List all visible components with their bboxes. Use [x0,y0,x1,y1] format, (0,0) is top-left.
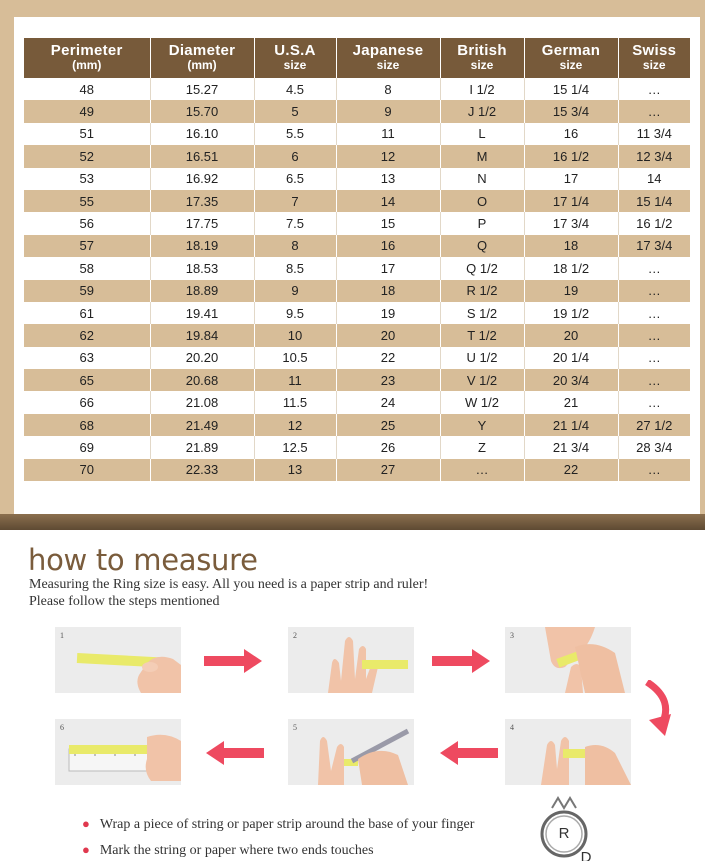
arrow-left-icon [204,741,264,765]
table-cell: 20 3/4 [524,369,618,391]
table-row [24,78,690,100]
table-cell: 7.5 [254,212,336,234]
table-cell: 11 3/4 [618,123,690,145]
table-cell: 18.19 [150,235,254,257]
ring-size-table [24,38,690,481]
table-cell: 17.35 [150,190,254,212]
table-cell: L [440,123,524,145]
column-header-unit: size [376,58,400,72]
table-cell: V 1/2 [440,369,524,391]
table-cell: 18 [336,280,440,302]
table-cell: 19 [524,280,618,302]
table-body [24,78,690,481]
table-cell: 6.5 [254,168,336,190]
table-cell: … [618,324,690,346]
curved-arrow-down-icon [637,680,679,740]
table-cell: 16.10 [150,123,254,145]
table-cell: 22 [524,459,618,481]
table-cell: 17 [336,257,440,279]
table-cell: 61 [24,302,150,324]
table-cell: 70 [24,459,150,481]
table-row [24,190,690,212]
table-cell: 58 [24,257,150,279]
table-cell: 11 [336,123,440,145]
table-cell: J 1/2 [440,100,524,122]
instruction-bullet-2: ● Mark the string or paper where two ends touches [82,842,374,858]
table-cell: 6 [254,145,336,167]
table-cell: 17 3/4 [524,212,618,234]
table-cell: 68 [24,414,150,436]
table-cell: 65 [24,369,150,391]
table-row [24,145,690,167]
table-cell: 49 [24,100,150,122]
table-row [24,280,690,302]
table-cell: 9 [336,100,440,122]
column-header-title: Japanese [352,42,424,59]
table-cell: 10 [254,324,336,346]
arrow-right-icon [432,649,492,673]
table-cell: 23 [336,369,440,391]
table-cell: … [618,280,690,302]
finger-wrap-illustration [288,627,414,693]
table-cell: 9 [254,280,336,302]
size-chart-panel [14,17,700,514]
table-cell: R 1/2 [440,280,524,302]
table-cell: 16.92 [150,168,254,190]
table-cell: 19 1/2 [524,302,618,324]
table-cell: 27 1/2 [618,414,690,436]
table-cell: … [618,257,690,279]
table-cell: 12 3/4 [618,145,690,167]
table-cell: 16 1/2 [618,212,690,234]
table-row [24,414,690,436]
table-row [24,436,690,458]
table-cell: 22 [336,347,440,369]
table-header-row [24,38,690,78]
table-cell: 11 [254,369,336,391]
table-row [24,212,690,234]
table-row [24,347,690,369]
table-cell: 16 [336,235,440,257]
table-cell: 21.49 [150,414,254,436]
table-cell: … [440,459,524,481]
column-header-title: Diameter [168,42,236,59]
table-cell: W 1/2 [440,391,524,413]
column-header [618,38,690,78]
table-cell: 52 [24,145,150,167]
table-row [24,100,690,122]
column-header [524,38,618,78]
table-cell: … [618,459,690,481]
table-cell: 21 1/4 [524,414,618,436]
step-number: 6 [60,723,64,732]
table-cell: 21 3/4 [524,436,618,458]
table-cell: 21.08 [150,391,254,413]
table-cell: 56 [24,212,150,234]
table-row [24,324,690,346]
table-cell: … [618,391,690,413]
table-cell: 19 [336,302,440,324]
table-cell: 7 [254,190,336,212]
table-cell: 5 [254,100,336,122]
table-cell: 24 [336,391,440,413]
table-cell: I 1/2 [440,78,524,100]
table-cell: 59 [24,280,150,302]
table-cell: 15.70 [150,100,254,122]
table-row [24,123,690,145]
table-cell: 21.89 [150,436,254,458]
step-4-image [505,719,631,785]
step-number: 2 [293,631,297,640]
pen-mark-illustration [288,719,414,785]
step-3-image [505,627,631,693]
arrow-left-icon [438,741,498,765]
table-cell: 12 [254,414,336,436]
step-6-image [55,719,181,785]
table-cell: 13 [336,168,440,190]
table-cell: 9.5 [254,302,336,324]
table-cell: Q [440,235,524,257]
column-header-unit: (mm) [72,58,102,72]
table-cell: 17 3/4 [618,235,690,257]
how-to-measure-title: how to measure [28,543,258,577]
bullet-dot-icon: ● [82,842,90,857]
table-cell: 12 [336,145,440,167]
table-cell: 17 [524,168,618,190]
step-number: 1 [60,631,64,640]
table-cell: M [440,145,524,167]
table-cell: 20 [524,324,618,346]
column-header-title: Swiss [632,42,677,59]
table-cell: 16 [524,123,618,145]
ruler-measure-illustration [55,719,181,785]
table-cell: 13 [254,459,336,481]
table-row [24,369,690,391]
table-cell: … [618,347,690,369]
step-number: 4 [510,723,514,732]
table-cell: S 1/2 [440,302,524,324]
table-row [24,459,690,481]
table-cell: … [618,302,690,324]
column-header-unit: (mm) [187,58,217,72]
column-header-title: U.S.A [274,42,316,59]
ring-icon [530,796,600,861]
column-header-unit: size [642,58,666,72]
table-cell: 15 1/4 [618,190,690,212]
table-cell: 15 1/4 [524,78,618,100]
step-number: 3 [510,631,514,640]
table-cell: 8.5 [254,257,336,279]
table-cell: 8 [254,235,336,257]
table-cell: 51 [24,123,150,145]
table-row [24,391,690,413]
table-cell: Q 1/2 [440,257,524,279]
table-cell: … [618,78,690,100]
table-cell: 20.20 [150,347,254,369]
table-cell: … [618,369,690,391]
table-cell: 18.53 [150,257,254,279]
table-cell: 53 [24,168,150,190]
table-cell: 63 [24,347,150,369]
table-cell: 15 3/4 [524,100,618,122]
table-row [24,235,690,257]
table-cell: 57 [24,235,150,257]
table-cell: 66 [24,391,150,413]
step-number: 5 [293,723,297,732]
table-cell: 11.5 [254,391,336,413]
step-2-image [288,627,414,693]
table-cell: Y [440,414,524,436]
table-cell: 26 [336,436,440,458]
table-cell: 8 [336,78,440,100]
step-1-image [55,627,181,693]
hold-strip-illustration [505,719,631,785]
table-cell: 14 [618,168,690,190]
column-header-title: Perimeter [50,42,123,59]
column-header [24,38,150,78]
table-cell: 18.89 [150,280,254,302]
table-cell: 27 [336,459,440,481]
mark-strip-illustration [505,627,631,693]
table-cell: T 1/2 [440,324,524,346]
intro-line-2: Please follow the steps mentioned [29,594,220,609]
table-cell: 20 [336,324,440,346]
column-header-title: British [457,42,507,59]
ring-letter-r: R [558,825,570,842]
table-cell: 22.33 [150,459,254,481]
table-cell: … [618,100,690,122]
table-cell: 17.75 [150,212,254,234]
paper-strip-hand-illustration [55,627,181,693]
table-cell: 18 1/2 [524,257,618,279]
column-header-unit: size [559,58,583,72]
table-cell: 18 [524,235,618,257]
table-cell: 48 [24,78,150,100]
table-row [24,168,690,190]
instruction-bullet-1: ● Wrap a piece of string or paper strip around the base of your finger [82,816,475,832]
column-header [440,38,524,78]
ring-letter-d: D [580,849,592,861]
column-header-title: German [541,42,601,59]
table-cell: 19.84 [150,324,254,346]
intro-line-1: Measuring the Ring size is easy. All you need is a paper strip and ruler! [29,577,429,592]
table-cell: 5.5 [254,123,336,145]
table-cell: Z [440,436,524,458]
table-cell: 20 1/4 [524,347,618,369]
table-cell: 19.41 [150,302,254,324]
table-cell: 55 [24,190,150,212]
table-cell: N [440,168,524,190]
table-cell: 21 [524,391,618,413]
step-5-image [288,719,414,785]
table-cell: P [440,212,524,234]
table-cell: 12.5 [254,436,336,458]
column-header [254,38,336,78]
table-cell: 28 3/4 [618,436,690,458]
table-cell: 16 1/2 [524,145,618,167]
table-cell: 69 [24,436,150,458]
table-cell: 25 [336,414,440,436]
column-header-unit: size [470,58,494,72]
table-row [24,302,690,324]
table-cell: U 1/2 [440,347,524,369]
table-row [24,257,690,279]
table-cell: 15 [336,212,440,234]
table-cell: 16.51 [150,145,254,167]
column-header [150,38,254,78]
table-cell: 17 1/4 [524,190,618,212]
table-bottom-bar [0,514,705,530]
table-cell: 15.27 [150,78,254,100]
table-cell: 62 [24,324,150,346]
table-cell: 10.5 [254,347,336,369]
column-header-unit: size [283,58,307,72]
table-cell: O [440,190,524,212]
bullet-dot-icon: ● [82,816,90,831]
table-cell: 4.5 [254,78,336,100]
arrow-right-icon [204,649,264,673]
table-cell: 20.68 [150,369,254,391]
column-header [336,38,440,78]
table-cell: 14 [336,190,440,212]
